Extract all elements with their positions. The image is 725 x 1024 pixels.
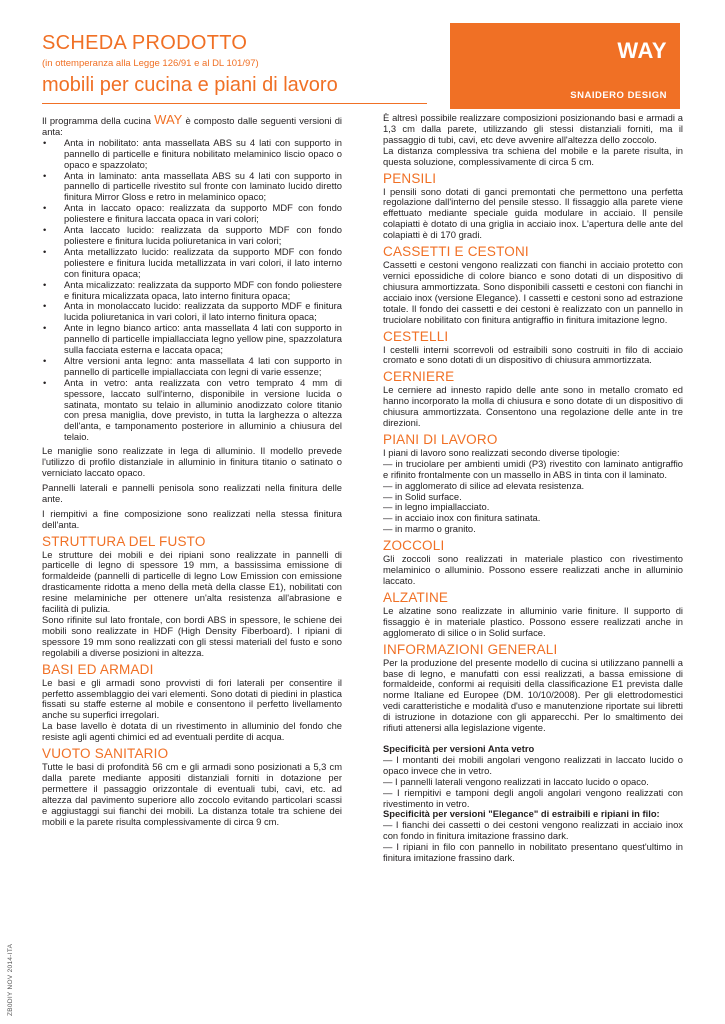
pensili-paragraph: I pensili sono dotati di ganci premontati che permettono una perfetta regolazione dall'interno del pensile stesso. Il fissaggio alla parete viene effettuato mediante speciale guida modulare in acciaio. Il pensile colapiatti è dotato di una griglia in acciaio inox. L'apertura delle ante del colapiatti è di 170 gradi.: [383, 185, 683, 241]
list-item: — in marmo o granito.: [383, 523, 476, 535]
vuoto-paragraph: Tutte le basi di profondità 56 cm e gli armadi sono posizionati a 5,3 cm dalla parete mediante appositi distanziali forniti in dotazione per permettere il passaggio orizzontale di eventuali tubi, cavi, etc. ad altezza dal pavimento superiore allo zoccolo evitando particolari scassi e aggiustaggi sui fianchi dei mobili. La distanza totale tra schiene dei mobili e la parete risulta complessivamente di circa 9 cm.: [42, 761, 342, 827]
section-heading-pensili: PENSILI: [383, 170, 437, 186]
door-version-list: [42, 138, 342, 443]
alzatine-paragraph: Le alzatine sono realizzate in alluminio varie finiture. Il supporto di fissaggio è in materiale plastico. Possono essere realizzati anche in agglomerato di silice o in Solid surface.: [383, 604, 683, 638]
list-item: • Altre versioni anta legno: anta massellata 4 lati con supporto in pannello di particelle impiallacciata con legni di varie essenze;: [42, 356, 342, 378]
left-column: [42, 115, 342, 1010]
product-heading: mobili per cucina e piani di lavoro: [42, 74, 338, 96]
list-item: • Anta laccato lucido: realizzata da supporto MDF con fondo poliestere e finitura lucida poliuretanica in vari colori;: [42, 225, 342, 247]
list-item: • Anta in monolaccato lucido: realizzata da supporto MDF e finitura lucida poliuretanica in vari colori, il lato interno finitura opaca;: [42, 301, 342, 323]
list-item: • Anta in nobilitato: anta massellata ABS su 4 lati con supporto in pannello di particelle e finitura nobilitato melaminico liscio opaco o opaco e spazzolato;: [42, 138, 342, 171]
list-item: • Ante in legno bianco artico: anta massellata 4 lati con supporto in pannello di particelle impiallacciata legno yellow pine, spazzolatura sulla facciata esterna e laccata opaca;: [42, 323, 342, 356]
section-heading-zoccoli: ZOCCOLI: [383, 538, 445, 554]
section-heading-info: INFORMAZIONI GENERALI: [383, 641, 558, 657]
document-code: ZB0DIY NOV 2014-ITA: [7, 943, 14, 1016]
cestelli-paragraph: I cestelli interni scorrevoli od estraibili sono costruiti in filo di acciaio cromato e sono dotati di un dispositivo di chiusura ammortizzata.: [383, 343, 683, 366]
piani-list: [383, 448, 683, 535]
list-item: — in legno impiallacciato.: [383, 501, 490, 513]
vetro-heading: Specificità per versioni Anta vetro: [383, 742, 535, 754]
list-item: — in agglomerato di silice ad elevata resistenza.: [383, 479, 585, 491]
list-item: — in Solid surface.: [383, 490, 462, 502]
section-heading-basi: BASI ED ARMADI: [42, 661, 154, 677]
cerniere-paragraph: Le cerniere ad innesto rapido delle ante sono in metallo cromato ed hanno incorporato la molla di chiusura e sono dotate di un dispositivo di chiusura ammortizzata. Consentono una regolazione delle ante in tre direzioni.: [383, 384, 683, 429]
section-heading-alzatine: ALZATINE: [383, 589, 449, 605]
zoccoli-paragraph: Gli zoccoli sono realizzati in materiale plastico con rivestimento melaminico o alluminio. Possono essere realizzati anche in alluminio laccato.: [383, 553, 683, 586]
basi-paragraph-2: La base lavello è dotata di un rivestimento in alluminio del fondo che resiste agli agenti chimici ed ad eventuali perdite di acqua.: [42, 720, 342, 743]
brand-tagline: SNAIDERO DESIGN: [570, 90, 667, 101]
cassetti-paragraph: Cassetti e cestoni vengono realizzati con fianchi in acciaio protetto con vernici epossidiche di colore bianco e sono dotati di un dispositivo di chiusura ammortizzata. Sono disponibili cassetti e cestoni con fianchi in acciaio inox (versione Elegance). I cassetti e cestoni sono ad estrazione totale. Il fondo dei cassetti e dei cestoni è realizzato con un pannello in truciolare nobilitato con finitura antigraffio in finitura imitazione legno.: [383, 259, 683, 325]
spacing-paragraph: È altresì possibile realizzare composizioni posizionando basi e armadi a 1,3 cm dalla parete, utilizzando gli stessi distanziali forniti, ma il passaggio di tubi, cavi, etc deve avvenire all'altezza dello zoccolo.: [383, 113, 683, 145]
right-column: [383, 113, 683, 1013]
legal-reference: (in ottemperanza alla Legge 126/91 e al DL 101/97): [42, 58, 259, 69]
brand-block: [450, 23, 680, 109]
section-heading-cestelli: CESTELLI: [383, 328, 449, 344]
list-item: • Anta metallizzato lucido: realizzata da supporto MDF con fondo poliestere e finitura lucida metallizzata in vari colori, il lato interno con finitura opaca;: [42, 247, 342, 280]
vetro-list: [383, 755, 683, 810]
page-title: SCHEDA PRODOTTO: [42, 32, 248, 54]
list-item: — in truciolare per ambienti umidi (P3) rivestito con laminato antigraffio e rifinito frontalmente con un massello in ABS in tinta con il laminato.: [383, 457, 683, 480]
struttura-paragraph-2: Sono rifinite sul lato frontale, con bordi ABS in spessore, le schiene dei mobili sono realizzate in HDF (High Density Fiberboard). I ripiani di spessore 19 mm sono realizzati con gli stessi materiali del fusto e sono regolabili a diverse posizioni in altezza.: [42, 613, 342, 658]
intro-text-end: è composto dalle seguenti versioni di anta:: [42, 115, 342, 137]
list-item: — I montanti dei mobili angolari vengono realizzati in laccato lucido o opaco invece che in vetro.: [383, 753, 683, 776]
intro-text: Il programma della cucina: [42, 115, 155, 126]
section-heading-cassetti: CASSETTI E CESTONI: [383, 244, 529, 260]
handles-paragraph: Le maniglie sono realizzate in lega di alluminio. Il modello prevede l'utilizzo di profilo distanziale in alluminio in finitura titanio o satinato o verniciato laccato opaco.: [42, 445, 342, 478]
section-heading-cerniere: CERNIERE: [383, 369, 455, 385]
fillers-paragraph: I riempitivi a fine composizione sono realizzati nella stessa finitura dell'anta.: [42, 507, 342, 530]
list-item: — I ripiani in filo con pannello in nobilitato presentano quest'ultimo in finitura imitazione frassino dark.: [383, 841, 683, 864]
header-divider: [42, 103, 427, 104]
brand-logo: WAY: [617, 38, 667, 63]
list-item: I piani di lavoro sono realizzati secondo diverse tipologie:: [383, 446, 620, 458]
struttura-paragraph: Le strutture dei mobili e dei ripiani sono realizzate in pannelli di particelle di legno di spessore 19 mm, a bassissima emissione di formaldeide (pannelli di particelle di legno Low Emission con emissione drasticamente ridotta a meno della metà della classe E1), nobilitati con resine melaminiche per ottenere un'alta resistenza all'abrasione e facilità di pulizia.: [42, 548, 342, 615]
list-item: — I pannelli laterali vengono realizzati in laccato lucido o opaco.: [383, 775, 649, 787]
section-heading-vuoto: VUOTO SANITARIO: [42, 746, 169, 762]
list-item: • Anta micalizzato: realizzata da supporto MDF con fondo poliestere e finitura micalizzata opaca, lato interno finitura opaca;: [42, 280, 342, 302]
list-item: • Anta in laccato opaco: realizzata da supporto MDF con fondo poliestere e finitura laccata opaca in vari colori;: [42, 203, 342, 225]
elegance-heading: Specificità per versioni "Elegance" di estraibili e ripiani in filo:: [383, 808, 660, 820]
panels-paragraph: Pannelli laterali e pannelli penisola sono realizzati nella finitura delle ante.: [42, 481, 342, 504]
list-item: — in acciaio inox con finitura satinata.: [383, 512, 541, 524]
elegance-list: [383, 820, 683, 864]
section-heading-piani: PIANI DI LAVORO: [383, 431, 498, 447]
list-item: • Anta in vetro: anta realizzata con vetro temprato 4 mm di spessore, laccato sull'interno, disponibile in versione lucida o satinata, montato su telaio in alluminio anodizzato colore titanio con presa maniglia, dove previsto, in tutta la larghezza o altezza dell'anta, e tamponamento posteriore in alluminio a chiusura del telaio.: [42, 378, 342, 443]
spacing-paragraph-2: La distanza complessiva tra schiena del mobile e la parete risulta, in questa soluzione, complessivamente di circa 5 cm.: [383, 144, 683, 167]
basi-paragraph: Le basi e gli armadi sono provvisti di fori laterali per consentire il perfetto assemblaggio dei vari elementi. Sono dotati di piedini in plastica fissati su staffe esterne al mobile e consentono il perfetto livellamento anche su superfici irregolari.: [42, 676, 342, 721]
intro-paragraph: [42, 115, 342, 138]
list-item: • Anta in laminato: anta massellata ABS su 4 lati con supporto in pannello di particelle rivestito sul fronte con laminato lucido diretto finitura Mirror Gloss e retro in melaminico opaco;: [42, 171, 342, 204]
info-paragraph: Per la produzione del presente modello di cucina si utilizzano pannelli a base di legno, e manufatti con essi realizzati, a bassa emissione di formaldeide, conformi ai requisiti della classificazione E1 prevista dalle norme Italiane ed Europee (DM. 10/10/2008). Per gli elettrodomestici vedi caratteristiche e modalità d'uso e manutenzione riportate sui libretti di istruzione in dotazione con gli apparecchi. Per lo smaltimento dei rifiuti attenersi alla legislazione vigente.: [383, 656, 683, 734]
list-item: — I fianchi dei cassetti o dei cestoni vengono realizzati in acciaio inox con fondo in finitura imitazione frassino dark.: [383, 819, 683, 842]
list-item: — I riempitivi e tamponi degli angoli angolari vengono realizzati con rivestimento in vetro.: [383, 786, 683, 809]
intro-way-name: WAY: [154, 115, 183, 127]
section-heading-struttura: STRUTTURA DEL FUSTO: [42, 533, 206, 549]
